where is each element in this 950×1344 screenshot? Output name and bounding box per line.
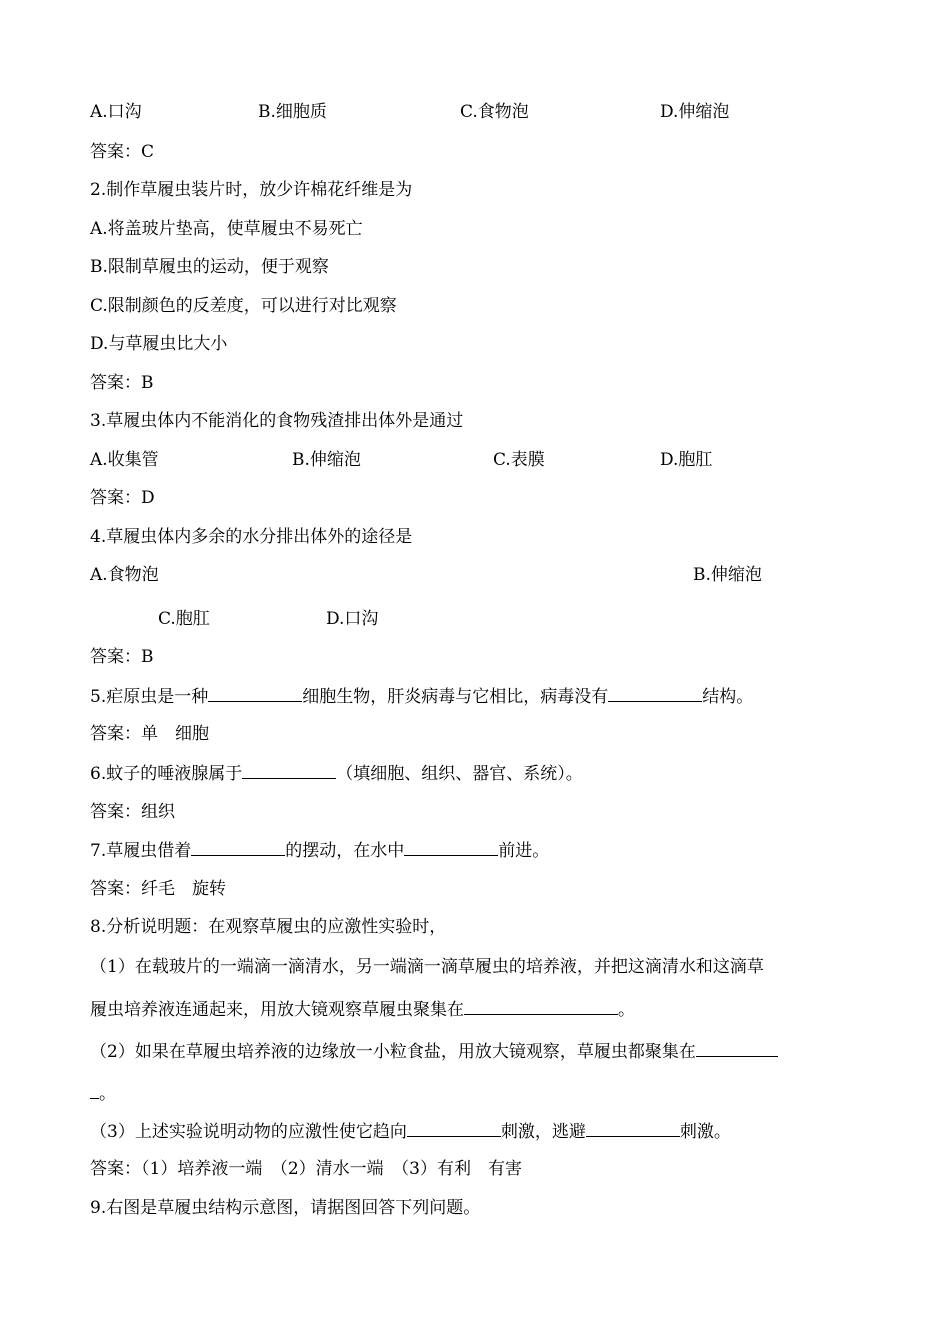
q6-text-1: 6.蚊子的唾液腺属于: [90, 764, 243, 784]
q2-option-c: C.限制颜色的反差度，可以进行对比观察: [90, 296, 397, 316]
q8-sub2-line1: [90, 1040, 778, 1063]
q8-sub2-end: 。: [99, 1084, 116, 1104]
q8-blank-2-cont[interactable]: [90, 1082, 99, 1099]
q7-blank-2[interactable]: [404, 839, 498, 856]
q2-option-b: B.限制草履虫的运动，便于观察: [90, 257, 329, 277]
q2-option-d: D.与草履虫比大小: [90, 334, 228, 354]
q3-stem: 3.草履虫体内不能消化的食物残渣排出体外是通过: [90, 411, 464, 431]
q8-sub3-text-3: 刺激。: [679, 1122, 731, 1142]
q8-sub3: [90, 1120, 731, 1143]
q7-text-3: 前进。: [498, 841, 550, 861]
q8-blank-3[interactable]: [407, 1120, 501, 1137]
q8-sub1-end: 。: [618, 1000, 635, 1020]
q4-answer: 答案：B: [90, 647, 154, 667]
q8-sub3-text-2: 刺激，逃避: [500, 1122, 586, 1142]
q5-text-2: 细胞生物，肝炎病毒与它相比，病毒没有: [302, 687, 609, 707]
q7-stem: [90, 839, 549, 862]
q8-blank-1[interactable]: [464, 998, 618, 1015]
q1-answer: 答案：C: [90, 142, 155, 162]
q1-option-d: D.伸缩泡: [660, 102, 730, 122]
q6-blank-1[interactable]: [242, 762, 336, 779]
q6-text-2: （填细胞、组织、器官、系统）。: [336, 764, 583, 784]
q2-answer: 答案：B: [90, 373, 154, 393]
q5-text-3: 结构。: [702, 687, 754, 707]
q2-stem: 2.制作草履虫装片时，放少许棉花纤维是为: [90, 180, 413, 200]
q5-blank-2[interactable]: [608, 685, 702, 702]
q1-option-a: A.口沟: [90, 102, 142, 122]
q4-option-b: B.伸缩泡: [693, 565, 762, 585]
q4-option-c: C.胞肛: [158, 609, 210, 629]
q1-option-c: C.食物泡: [460, 102, 529, 122]
q8-sub2-text: （2）如果在草履虫培养液的边缘放一小粒食盐，用放大镜观察，草履虫都聚集在: [90, 1042, 696, 1062]
q3-option-d: D.胞肛: [660, 450, 713, 470]
q3-answer: 答案：D: [90, 488, 155, 508]
q7-text-1: 7.草履虫借着: [90, 841, 192, 861]
q7-text-2: 的摆动，在水中: [285, 841, 405, 861]
q3-option-c: C.表膜: [493, 450, 545, 470]
q8-blank-4[interactable]: [586, 1120, 680, 1137]
q5-text-1: 5.疟原虫是一种: [90, 687, 209, 707]
q8-blank-2[interactable]: [696, 1040, 778, 1057]
q8-sub1-line1: （1）在载玻片的一端滴一滴清水，另一端滴一滴草履虫的培养液，并把这滴清水和这滴草: [90, 957, 764, 977]
q8-sub3-text-1: （3）上述实验说明动物的应激性使它趋向: [90, 1122, 407, 1142]
q7-answer: 答案：纤毛 旋转: [90, 879, 226, 899]
q4-option-d: D.口沟: [326, 609, 379, 629]
q8-sub2-line2: [90, 1082, 116, 1105]
q5-answer: 答案：单 细胞: [90, 724, 209, 744]
q4-option-a: A.食物泡: [90, 565, 159, 585]
q6-answer: 答案：组织: [90, 802, 175, 822]
q7-blank-1[interactable]: [191, 839, 285, 856]
q1-option-b: B.细胞质: [258, 102, 327, 122]
q6-stem: [90, 762, 583, 785]
q3-option-b: B.伸缩泡: [292, 450, 361, 470]
q8-answer: 答案：（1）培养液一端 （2）清水一端 （3）有利 有害: [90, 1159, 522, 1179]
q4-stem: 4.草履虫体内多余的水分排出体外的途径是: [90, 527, 413, 547]
q3-option-a: A.收集管: [90, 450, 159, 470]
q9-stem: 9.右图是草履虫结构示意图，请据图回答下列问题。: [90, 1198, 481, 1218]
q8-sub1-text: 履虫培养液连通起来，用放大镜观察草履虫聚集在: [90, 1000, 464, 1020]
q5-blank-1[interactable]: [208, 685, 302, 702]
q8-stem: 8.分析说明题：在观察草履虫的应激性实验时，: [90, 917, 447, 937]
q8-sub1-line2: [90, 998, 635, 1021]
q2-option-a: A.将盖玻片垫高，使草履虫不易死亡: [90, 219, 363, 239]
q5-stem: [90, 685, 753, 708]
